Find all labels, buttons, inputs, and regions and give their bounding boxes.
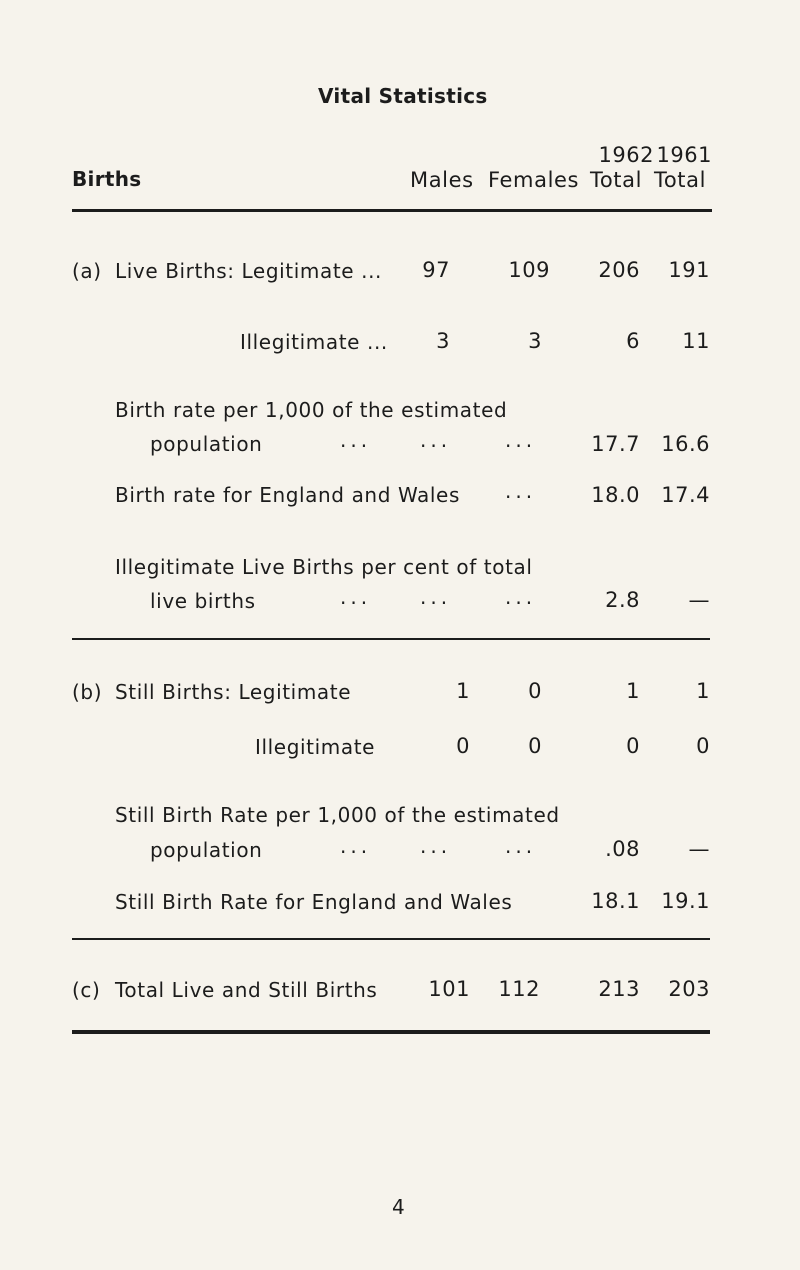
still-rate-label-line2: population	[150, 838, 263, 862]
live-illegit-total-1961: 11	[682, 329, 710, 353]
still-rate-leader-1: ...	[340, 834, 372, 858]
birth-rate-1961: 16.6	[661, 432, 710, 456]
section-label-births: Births	[72, 167, 142, 191]
header-females: Females	[488, 168, 580, 192]
still-rate-leader-3: ...	[505, 834, 537, 858]
header-males: Males	[410, 168, 474, 192]
still-illegit-total-1961: 0	[696, 734, 710, 758]
live-legit-total-1961: 191	[668, 258, 710, 282]
total-births-males: 101	[428, 977, 470, 1001]
still-rate-ew-1961: 19.1	[661, 889, 710, 913]
total-births-1962: 213	[598, 977, 640, 1001]
header-total-1961: Total	[654, 168, 707, 192]
birth-rate-leader-2: ...	[420, 428, 452, 452]
section-b-marker: (b)	[72, 680, 103, 704]
still-rate-ew-1962: 18.1	[591, 889, 640, 913]
live-legit-total-1962: 206	[598, 258, 640, 282]
live-illegit-males: 3	[436, 329, 450, 353]
live-illegit-females: 3	[528, 329, 542, 353]
page-title: Vital Statistics	[318, 84, 488, 108]
header-rule	[72, 209, 712, 212]
still-rate-label-line1: Still Birth Rate per 1,000 of the estimated	[115, 803, 560, 827]
live-legit-males: 97	[422, 258, 450, 282]
birth-rate-label-line1: Birth rate per 1,000 of the estimated	[115, 398, 508, 422]
birth-rate-leader-3: ...	[505, 428, 537, 452]
illegit-pct-1962: 2.8	[605, 588, 640, 612]
total-births-label: Total Live and Still Births	[115, 978, 378, 1002]
still-illegit-females: 0	[528, 734, 542, 758]
still-legit-males: 1	[456, 679, 470, 703]
section-b-rule	[72, 938, 710, 940]
header-year-1961: 1961	[656, 143, 712, 167]
illegit-pct-label-line1: Illegitimate Live Births per cent of total	[115, 555, 533, 579]
birth-rate-label-line2: population	[150, 432, 263, 456]
total-births-females: 112	[498, 977, 540, 1001]
live-illegit-total-1962: 6	[626, 329, 640, 353]
illegit-pct-leader-2: ...	[420, 585, 452, 609]
birth-rate-ew-1962: 18.0	[591, 483, 640, 507]
still-legit-label: Still Births: Legitimate	[115, 680, 352, 704]
live-legit-label: Live Births: Legitimate ...	[115, 259, 382, 283]
still-legit-total-1962: 1	[626, 679, 640, 703]
illegit-pct-leader-3: ...	[505, 585, 537, 609]
header-year-1962: 1962	[598, 143, 654, 167]
still-illegit-males: 0	[456, 734, 470, 758]
still-rate-1962: .08	[605, 837, 640, 861]
birth-rate-1962: 17.7	[591, 432, 640, 456]
section-a-marker: (a)	[72, 259, 102, 283]
birth-rate-ew-leader: ...	[505, 479, 537, 503]
birth-rate-leader-1: ...	[340, 428, 372, 452]
still-legit-total-1961: 1	[696, 679, 710, 703]
birth-rate-ew-label: Birth rate for England and Wales	[115, 483, 460, 507]
live-legit-females: 109	[508, 258, 550, 282]
page-number: 4	[392, 1195, 405, 1219]
birth-rate-ew-1961: 17.4	[661, 483, 710, 507]
still-rate-ew-label: Still Birth Rate for England and Wales	[115, 890, 513, 914]
total-births-1961: 203	[668, 977, 710, 1001]
still-rate-1961: —	[688, 837, 710, 861]
illegit-pct-leader-1: ...	[340, 585, 372, 609]
illegit-pct-label-line2: live births	[150, 589, 256, 613]
still-legit-females: 0	[528, 679, 542, 703]
section-c-marker: (c)	[72, 978, 101, 1002]
still-rate-leader-2: ...	[420, 834, 452, 858]
illegit-pct-1961: —	[688, 588, 710, 612]
still-illegit-total-1962: 0	[626, 734, 640, 758]
header-total-1962: Total	[590, 168, 643, 192]
live-illegit-label: Illegitimate ...	[240, 330, 388, 354]
still-illegit-label: Illegitimate	[255, 735, 376, 759]
section-a-rule	[72, 638, 710, 640]
footer-rule	[72, 1030, 710, 1034]
